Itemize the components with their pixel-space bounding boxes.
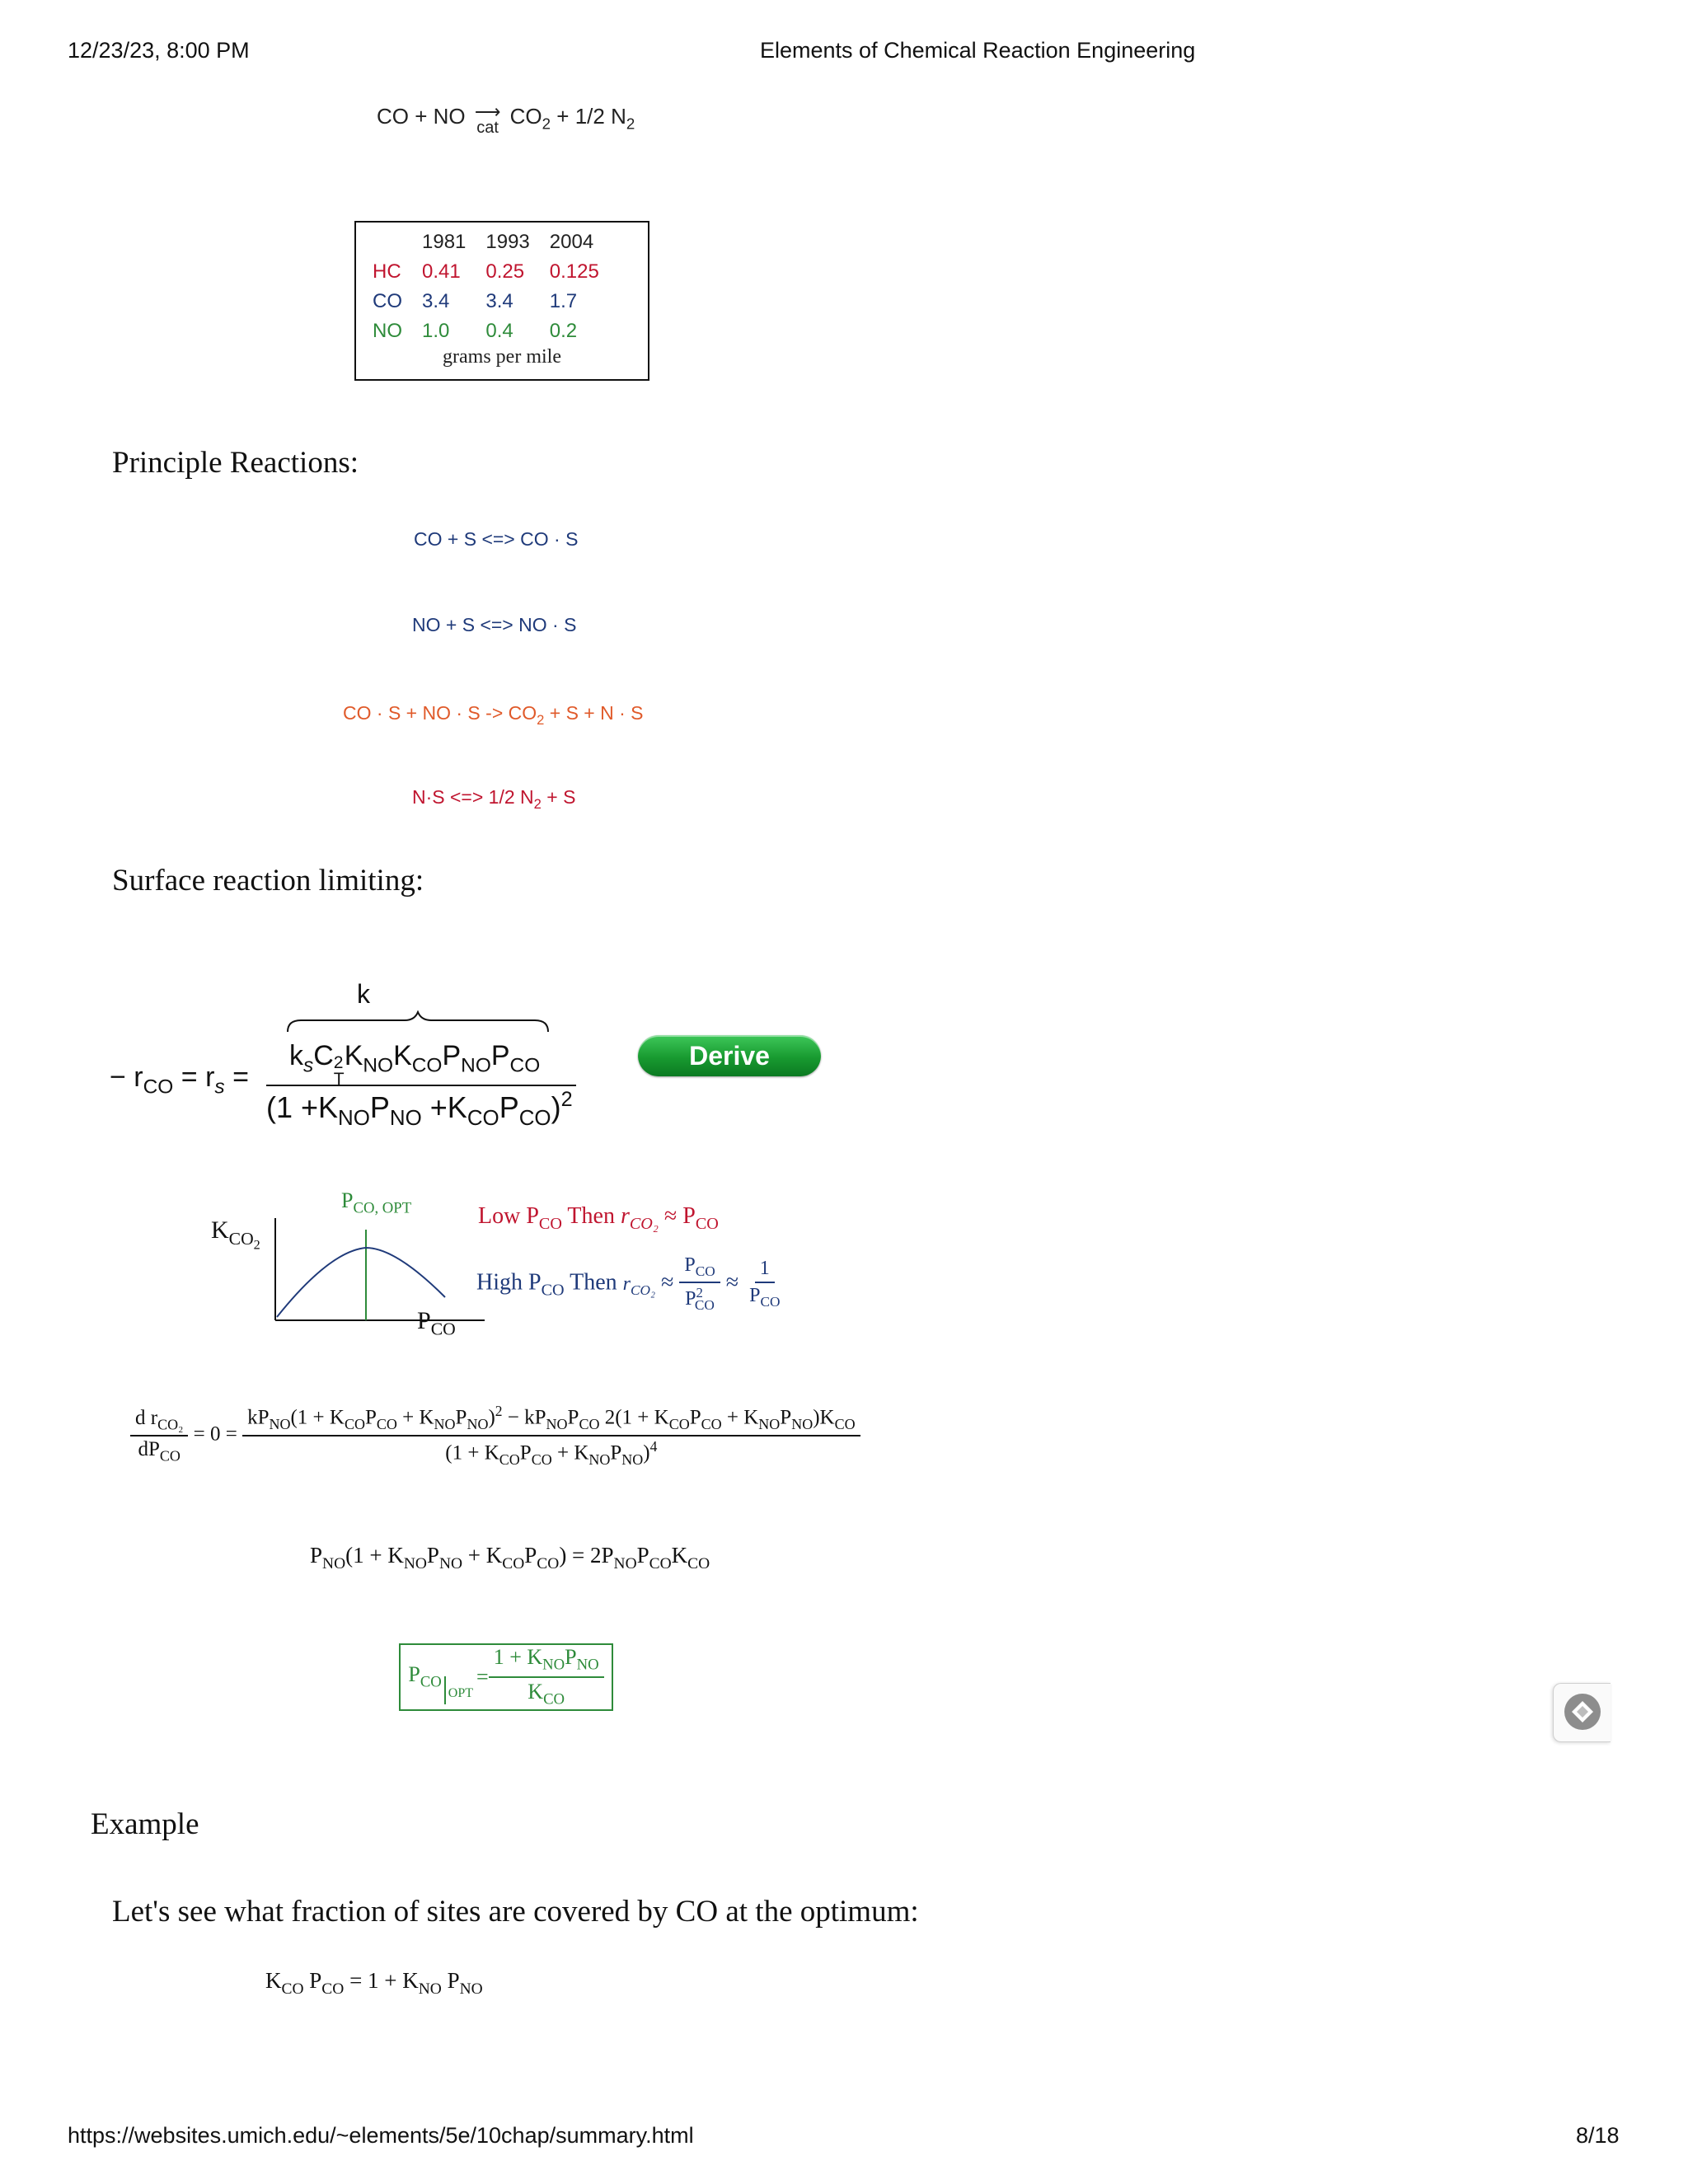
overall-reaction-reactants: CO + NO bbox=[377, 104, 466, 129]
example-heading: Example bbox=[91, 1807, 199, 1841]
product-n2-subscript: 2 bbox=[626, 115, 635, 133]
sketch-x-label-p: P bbox=[417, 1307, 431, 1334]
rate-lhs-r: − r bbox=[110, 1062, 143, 1093]
diamond-icon bbox=[1563, 1692, 1602, 1732]
sketch-y-label-k: K bbox=[211, 1216, 229, 1244]
rate-lhs-subscript: CO bbox=[143, 1076, 174, 1099]
simplified-equation: $P_{NO}(1 + K_{NO}P_{NO} + K_{CO}P_{CO}) = 2P_{NO}P_{CO}K_{CO}$ bbox=[310, 1543, 710, 1572]
equals-sign: = bbox=[232, 1062, 249, 1093]
low-limit-subscript: CO bbox=[538, 1215, 562, 1234]
high-limit-text: High P bbox=[476, 1269, 542, 1296]
table-row bbox=[363, 257, 609, 287]
relation-sub1: CO bbox=[281, 1980, 304, 1998]
surface-reaction-subscript: 2 bbox=[537, 711, 545, 728]
low-pressure-limit: Low $P_{CO}$ Then $r_{CO_2} \approx P_{CO}$ bbox=[478, 1203, 719, 1234]
optimum-fraction: $\frac{1 + K_{NO}P_{NO}}{K_{CO}}$ bbox=[489, 1645, 604, 1708]
sketch-x-label bbox=[417, 1307, 456, 1340]
relation-p-co: P bbox=[309, 1968, 322, 1993]
example-text: Let's see what fraction of sites are covered by CO at the optimum: bbox=[112, 1895, 919, 1929]
high-limit-then: Then bbox=[570, 1269, 617, 1296]
table-cell: 1.7 bbox=[549, 290, 578, 312]
sketch-y-label-subsubscript: 2 bbox=[253, 1236, 260, 1252]
page-number: 8/18 bbox=[1576, 2123, 1620, 2148]
table-cell: 0.4 bbox=[485, 320, 513, 342]
surface-reaction-rhs: + S + N · S bbox=[544, 702, 644, 724]
catalyst-arrow bbox=[474, 101, 501, 137]
brace-label-k: k bbox=[357, 979, 370, 1009]
rate-equation bbox=[110, 979, 571, 1136]
table-cell: 0.25 bbox=[485, 260, 525, 283]
product-n2 bbox=[556, 104, 635, 133]
arrow-icon: ⟶ bbox=[474, 101, 501, 122]
floating-assist-button[interactable] bbox=[1553, 1683, 1611, 1742]
table-cell: 0.41 bbox=[422, 260, 461, 283]
table-row bbox=[363, 316, 609, 346]
product-n2-text: + 1/2 N bbox=[556, 104, 626, 129]
rate-rs-subscript: s bbox=[214, 1076, 225, 1099]
table-cell: 1.0 bbox=[422, 320, 450, 342]
sketch-y-label-subscript: CO bbox=[228, 1228, 254, 1249]
overbrace-icon bbox=[284, 1010, 551, 1035]
rate-rs: = r bbox=[181, 1062, 215, 1093]
rate-denominator: $(1 +K_{NO}P_{NO} +K_{CO}P_{CO})^2$ bbox=[266, 1088, 573, 1130]
pollutant-label: HC bbox=[373, 260, 401, 283]
table-cell: 3.4 bbox=[422, 290, 450, 312]
table-header-row bbox=[363, 227, 609, 257]
table-cell: 3.4 bbox=[485, 290, 513, 312]
adsorption-co-reaction: CO + S <=> CO · S bbox=[414, 528, 579, 550]
rate-numerator: $k_sC$ 2 T $K_{NO}K_{CO}P_{NO}P_{CO}$ bbox=[289, 1040, 541, 1090]
low-limit-then: Then bbox=[567, 1203, 615, 1229]
print-datetime: 12/23/23, 8:00 PM bbox=[68, 38, 250, 63]
product-co2-text: CO bbox=[509, 104, 542, 129]
product-co2 bbox=[509, 104, 551, 133]
adsorption-no-reaction: NO + S <=> NO · S bbox=[412, 614, 577, 635]
fraction-bar bbox=[266, 1085, 576, 1086]
table-caption: grams per mile bbox=[443, 346, 561, 368]
desorption-lhs: N·S <=> 1/2 N bbox=[412, 786, 534, 808]
high-limit-fraction-2: $\frac{1}{P_{CO}}$ bbox=[749, 1258, 781, 1310]
sketch-peak-label-subscript: CO, OPT bbox=[353, 1199, 412, 1217]
document-title: Elements of Chemical Reaction Engineering bbox=[760, 38, 1196, 63]
sketch-peak-label bbox=[341, 1188, 411, 1218]
sketch-peak-label-p: P bbox=[341, 1188, 354, 1212]
rate-vs-pressure-sketch bbox=[206, 1185, 486, 1350]
table-row bbox=[363, 287, 609, 316]
derive-button[interactable]: Derive bbox=[638, 1035, 821, 1076]
year-header: 1993 bbox=[485, 231, 530, 253]
relation-k-co: K bbox=[265, 1968, 282, 1993]
surface-reaction bbox=[343, 702, 644, 729]
derivative-lhs: $\frac{d r_{CO_2}}{dP_{CO}}$ bbox=[130, 1407, 188, 1465]
rate-lhs bbox=[110, 1062, 249, 1099]
surface-reaction-lhs: CO · S + NO · S -> CO bbox=[343, 702, 537, 724]
year-header: 1981 bbox=[422, 231, 467, 253]
relation-sub3: NO bbox=[418, 1980, 442, 1998]
desorption-subscript: 2 bbox=[533, 795, 542, 812]
principle-reactions-heading: Principle Reactions: bbox=[112, 446, 359, 480]
sketch-y-label bbox=[211, 1216, 260, 1253]
page-url: https://websites.umich.edu/~elements/5e/10chap/summary.html bbox=[68, 2123, 694, 2148]
relation-sub2: CO bbox=[321, 1980, 345, 1998]
low-limit-text: Low P bbox=[478, 1203, 539, 1229]
sketch-x-label-subscript: CO bbox=[430, 1319, 456, 1339]
derivative-rhs: $kP_{NO}(1 + K_{CO}P_{CO} + K_{NO}P_{NO})^2 - kP_{NO}P_{CO}$ $2(1 + K_{CO}P_{CO} + K_{NO}P_{NO})K_{CO}$ $(1 + K_{CO}P_{CO} + K_{NO}P_{NO})^4$ bbox=[242, 1403, 860, 1469]
pollutant-label: CO bbox=[373, 290, 402, 312]
table-cell: 0.2 bbox=[549, 320, 578, 342]
desorption-n2-reaction bbox=[412, 786, 575, 813]
surface-reaction-heading: Surface reaction limiting: bbox=[112, 864, 424, 898]
desorption-rhs: + S bbox=[541, 786, 576, 808]
year-header: 2004 bbox=[549, 231, 594, 253]
relation-p-no: P bbox=[447, 1968, 460, 1993]
relation-sub4: NO bbox=[459, 1980, 483, 1998]
derivative-equation: $\frac{d r_{CO_2}}{dP_{CO}}$ = 0 = $kP_{NO}(1 + K_{CO}P_{CO} + K_{NO}P_{NO})^2 - kP_{NO}P_{CO}$ $2(1 + K_{CO}P_{CO} + K_{NO}P_{NO})K_{CO}$ $(1 + K_{CO}P_{CO} + K_{NO}P_{NO})^4$ bbox=[130, 1403, 860, 1469]
high-limit-subscript: CO bbox=[541, 1281, 565, 1300]
optimum-relation bbox=[265, 1968, 483, 1999]
emissions-grid bbox=[363, 227, 609, 346]
catalyst-label: cat bbox=[476, 119, 499, 137]
high-limit-fraction-1: $\frac{P_{CO}}{P^2_{CO}}$ bbox=[679, 1254, 720, 1314]
product-co2-subscript: 2 bbox=[542, 115, 551, 133]
high-pressure-limit: High $P_{CO}$ Then $r_{CO_2}$ ≈ $\frac{P_{CO}}{P^2_{CO}}$ ≈ $\frac{1}{P_{CO}}$ bbox=[476, 1254, 785, 1314]
emissions-standards-table bbox=[354, 221, 649, 381]
table-cell: 0.125 bbox=[549, 260, 599, 283]
relation-rhs: = 1 + K bbox=[349, 1968, 419, 1993]
optimum-pressure-result: $P_{CO}$ $_{OPT}$ = $\frac{1 + K_{NO}P_{NO}}{K_{CO}}$ bbox=[399, 1643, 613, 1711]
overall-reaction bbox=[377, 101, 635, 137]
pollutant-label: NO bbox=[373, 320, 402, 342]
